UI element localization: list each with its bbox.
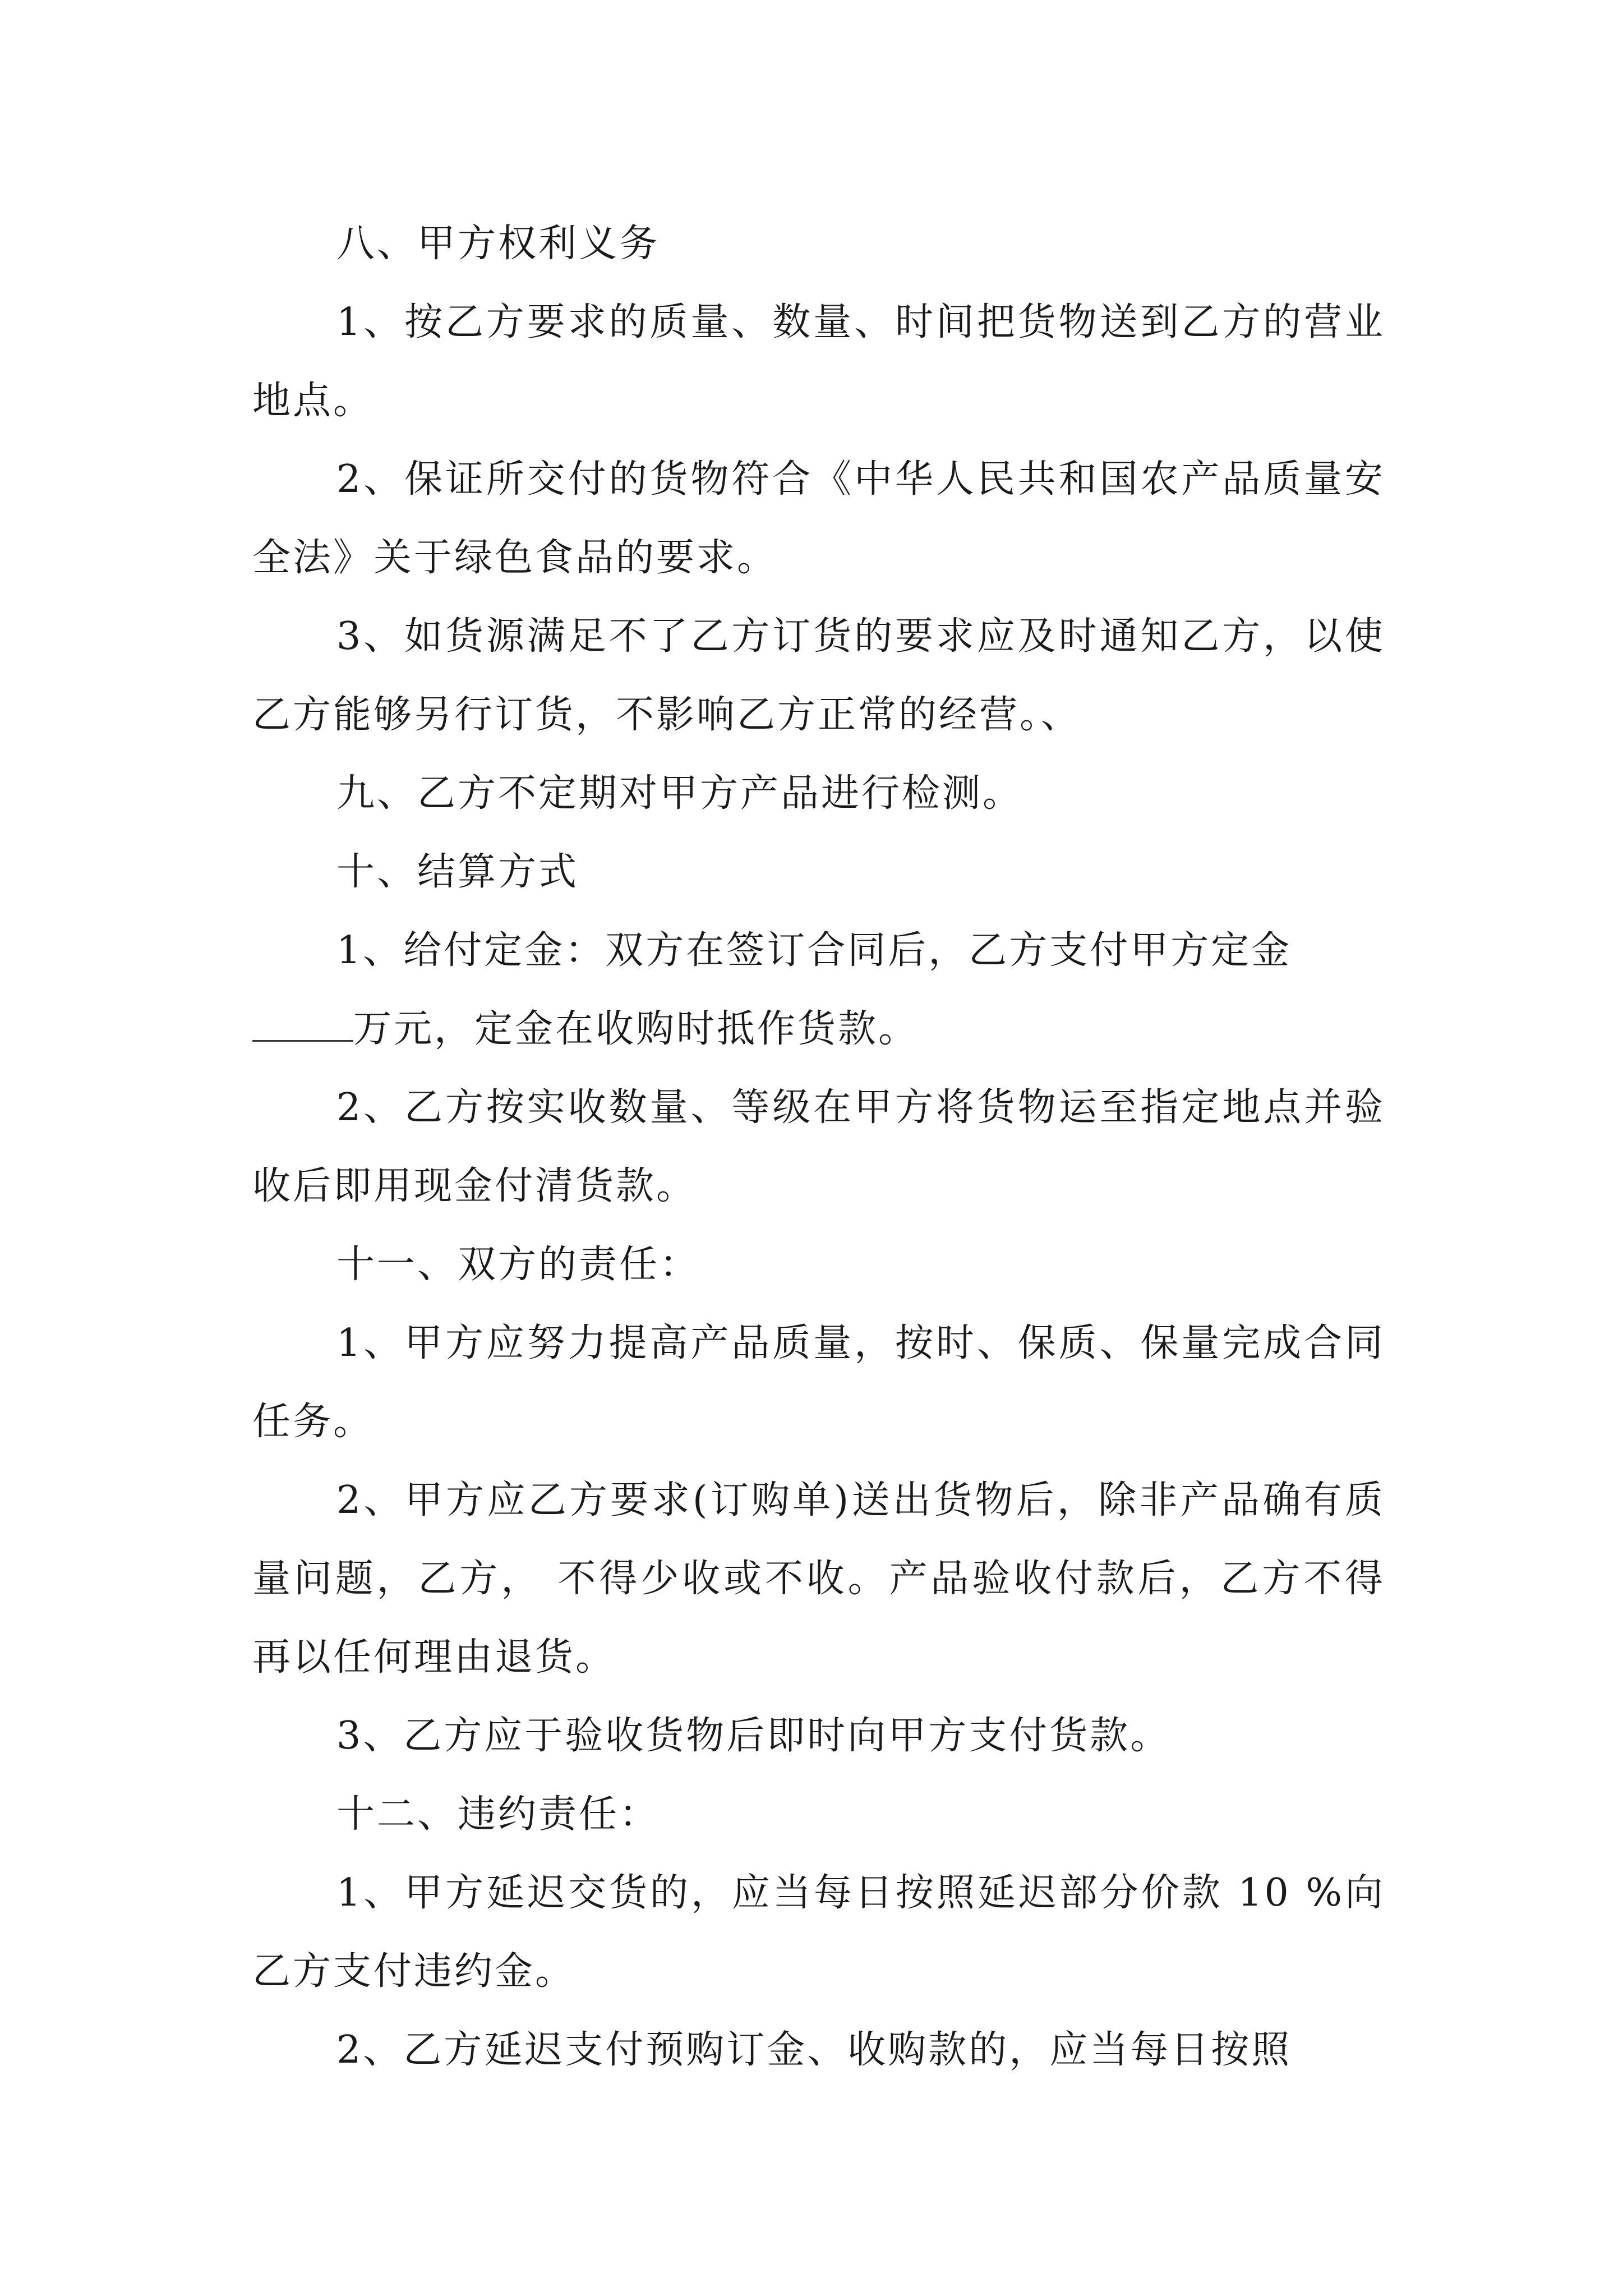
paragraph: 1、甲方应努力提高产品质量，按时、保质、保量完成合同任务。 bbox=[252, 1321, 1385, 1444]
paragraph: 3、如货源满足不了乙方订货的要求应及时通知乙方，以使乙方能够另行订货，不影响乙方正常的经营。、 bbox=[252, 614, 1385, 737]
section-heading-9: 九、乙方不定期对甲方产品进行检测。 bbox=[336, 771, 1023, 816]
deposit-text: 1、给付定金：双方在签订合同后，乙方支付甲方定金 bbox=[336, 928, 1292, 973]
deposit-text-cont: 万元，定金在收购时抵作货款。 bbox=[353, 1007, 919, 1051]
paragraph: 2、保证所交付的货物符合《中华人民共和国农产品质量安全法》关于绿色食品的要求。 bbox=[252, 457, 1385, 580]
blank-fill-line bbox=[252, 1006, 353, 1042]
paragraph: 2、乙方按实收数量、等级在甲方将货物运至指定地点并验收后即用现金付清货款。 bbox=[252, 1085, 1385, 1208]
paragraph: 3、乙方应于验收货物后即时向甲方支付货款。 bbox=[336, 1714, 1171, 1758]
document-body bbox=[252, 205, 1385, 2090]
section-heading-11: 十一、双方的责任： bbox=[336, 1243, 700, 1287]
paragraph-deposit bbox=[252, 912, 1385, 1069]
paragraph: 2、乙方延迟支付预购订金、收购款的，应当每日按照 bbox=[336, 2028, 1292, 2072]
paragraph: 2、甲方应乙方要求(订购单)送出货物后，除非产品确有质量问题，乙方， 不得少收或不收。产品验收付款后，乙方不得再以任何理由退货。 bbox=[252, 1478, 1385, 1680]
paragraph: 1、甲方延迟交货的，应当每日按照延迟部分价款 10 %向乙方支付违约金。 bbox=[252, 1871, 1385, 1994]
paragraph: 1、按乙方要求的质量、数量、时间把货物送到乙方的营业地点。 bbox=[252, 300, 1385, 423]
section-heading-12: 十二、违约责任： bbox=[336, 1792, 660, 1837]
section-heading-10: 十、结算方式 bbox=[336, 850, 579, 894]
section-heading-8: 八、甲方权利义务 bbox=[336, 222, 660, 266]
